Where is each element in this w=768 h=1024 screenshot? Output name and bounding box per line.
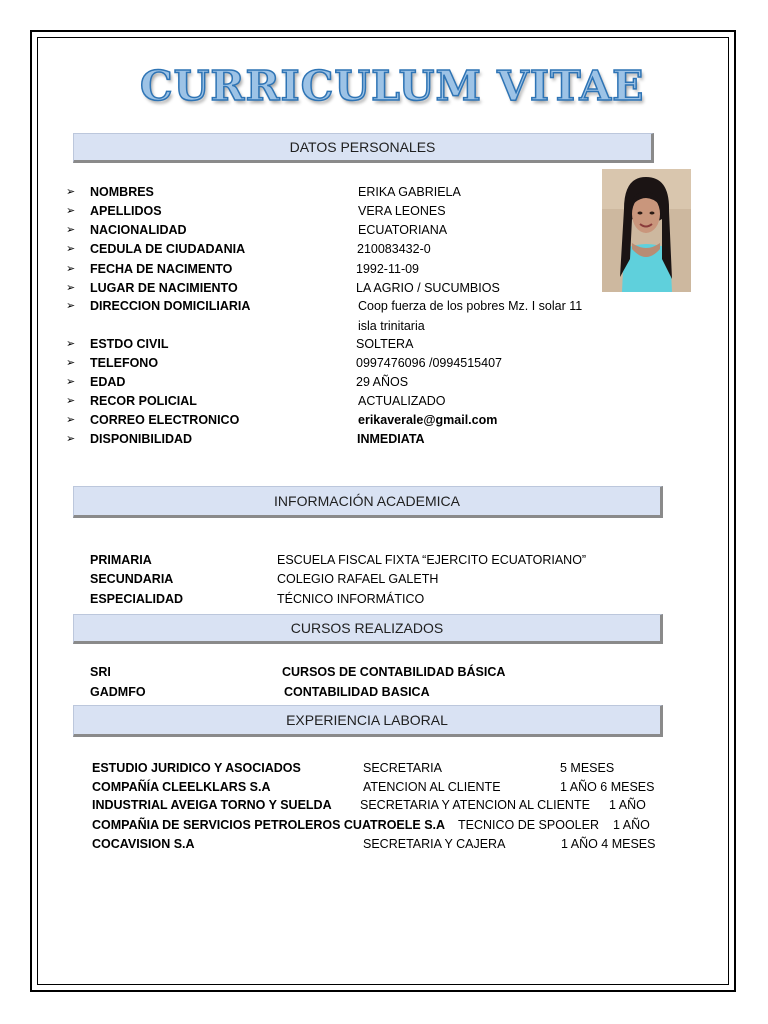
field-label: CORREO ELECTRONICO <box>90 413 240 427</box>
field-value: VERA LEONES <box>358 204 446 218</box>
arrow-bullet-icon: ➢ <box>66 282 76 294</box>
experience-duration: 1 AÑO 4 MESES <box>561 837 656 851</box>
field-value-continued: isla trinitaria <box>358 319 425 333</box>
experience-company: ESTUDIO JURIDICO Y ASOCIADOS <box>92 761 301 775</box>
section-personal: DATOS PERSONALES <box>73 133 654 163</box>
field-label: LUGAR DE NACIMIENTO <box>90 281 238 295</box>
document-title: CURRICULUM VITAE <box>140 62 645 110</box>
arrow-bullet-icon: ➢ <box>66 357 76 369</box>
arrow-bullet-icon: ➢ <box>66 243 76 255</box>
profile-photo <box>602 169 691 292</box>
field-value: ERIKA GABRIELA <box>358 185 461 199</box>
academic-level: SECUNDARIA <box>90 572 174 586</box>
field-label: NACIONALIDAD <box>90 223 187 237</box>
experience-company: COMPAÑIA DE SERVICIOS PETROLEROS CUATROELE S.A <box>92 818 446 832</box>
course-provider: GADMFO <box>90 685 146 699</box>
arrow-bullet-icon: ➢ <box>66 433 76 445</box>
field-value: 0997476096 /0994515407 <box>356 356 502 370</box>
field-value: ECUATORIANA <box>358 223 448 237</box>
email-value: erikaverale@gmail.com <box>358 413 498 427</box>
experience-duration: 1 AÑO 6 MESES <box>560 780 655 794</box>
arrow-bullet-icon: ➢ <box>66 414 76 426</box>
field-label: DISPONIBILIDAD <box>90 432 193 446</box>
arrow-bullet-icon: ➢ <box>66 338 76 350</box>
academic-school: ESCUELA FISCAL FIXTA “EJERCITO ECUATORIANO” <box>277 553 587 567</box>
field-value: ACTUALIZADO <box>358 394 446 408</box>
arrow-bullet-icon: ➢ <box>66 376 76 388</box>
experience-duration: 1 AÑO <box>613 818 650 832</box>
section-courses: CURSOS REALIZADOS <box>73 614 663 644</box>
course-name: CURSOS DE CONTABILIDAD BÁSICA <box>282 665 506 679</box>
arrow-bullet-icon: ➢ <box>66 395 76 407</box>
field-value: SOLTERA <box>356 337 414 351</box>
arrow-bullet-icon: ➢ <box>66 300 76 312</box>
field-label: EDAD <box>90 375 126 389</box>
section-experience: EXPERIENCIA LABORAL <box>73 705 663 737</box>
experience-role: SECRETARIA Y ATENCION AL CLIENTE <box>360 798 590 812</box>
field-value: Coop fuerza de los pobres Mz. I solar 11 <box>358 299 583 313</box>
field-label: FECHA DE NACIMENTO <box>90 262 233 276</box>
academic-school: TÉCNICO INFORMÁTICO <box>277 592 425 606</box>
field-value: LA AGRIO / SUCUMBIOS <box>356 281 500 295</box>
profile-photo-image <box>602 169 691 292</box>
field-value: 1992-11-09 <box>356 262 420 276</box>
arrow-bullet-icon: ➢ <box>66 205 76 217</box>
field-label: RECOR POLICIAL <box>90 394 197 408</box>
field-label: TELEFONO <box>90 356 159 370</box>
arrow-bullet-icon: ➢ <box>66 263 76 275</box>
experience-role: TECNICO DE SPOOLER <box>458 818 599 832</box>
field-label: APELLIDOS <box>90 204 162 218</box>
experience-company: COMPAÑÍA CLEELKLARS S.A <box>92 780 271 794</box>
experience-duration: 1 AÑO <box>609 798 646 812</box>
experience-role: ATENCION AL CLIENTE <box>363 780 501 794</box>
field-label: DIRECCION DOMICILIARIA <box>90 299 251 313</box>
arrow-bullet-icon: ➢ <box>66 224 76 236</box>
academic-level: ESPECIALIDAD <box>90 592 184 606</box>
field-label: ESTDO CIVIL <box>90 337 169 351</box>
experience-duration: 5 MESES <box>560 761 615 775</box>
course-provider: SRI <box>90 665 111 679</box>
experience-role: SECRETARIA <box>363 761 442 775</box>
section-academic: INFORMACIÓN ACADEMICA <box>73 486 663 518</box>
field-label: NOMBRES <box>90 185 154 199</box>
field-value: INMEDIATA <box>357 432 425 446</box>
arrow-bullet-icon: ➢ <box>66 186 76 198</box>
experience-company: INDUSTRIAL AVEIGA TORNO Y SUELDA <box>92 798 332 812</box>
field-value: 29 AÑOS <box>356 375 409 389</box>
course-name: CONTABILIDAD BASICA <box>284 685 430 699</box>
academic-school: COLEGIO RAFAEL GALETH <box>277 572 439 586</box>
academic-level: PRIMARIA <box>90 553 152 567</box>
field-value: 210083432-0 <box>357 242 431 256</box>
field-label: CEDULA DE CIUDADANIA <box>90 242 246 256</box>
experience-company: COCAVISION S.A <box>92 837 195 851</box>
experience-role: SECRETARIA Y CAJERA <box>363 837 506 851</box>
